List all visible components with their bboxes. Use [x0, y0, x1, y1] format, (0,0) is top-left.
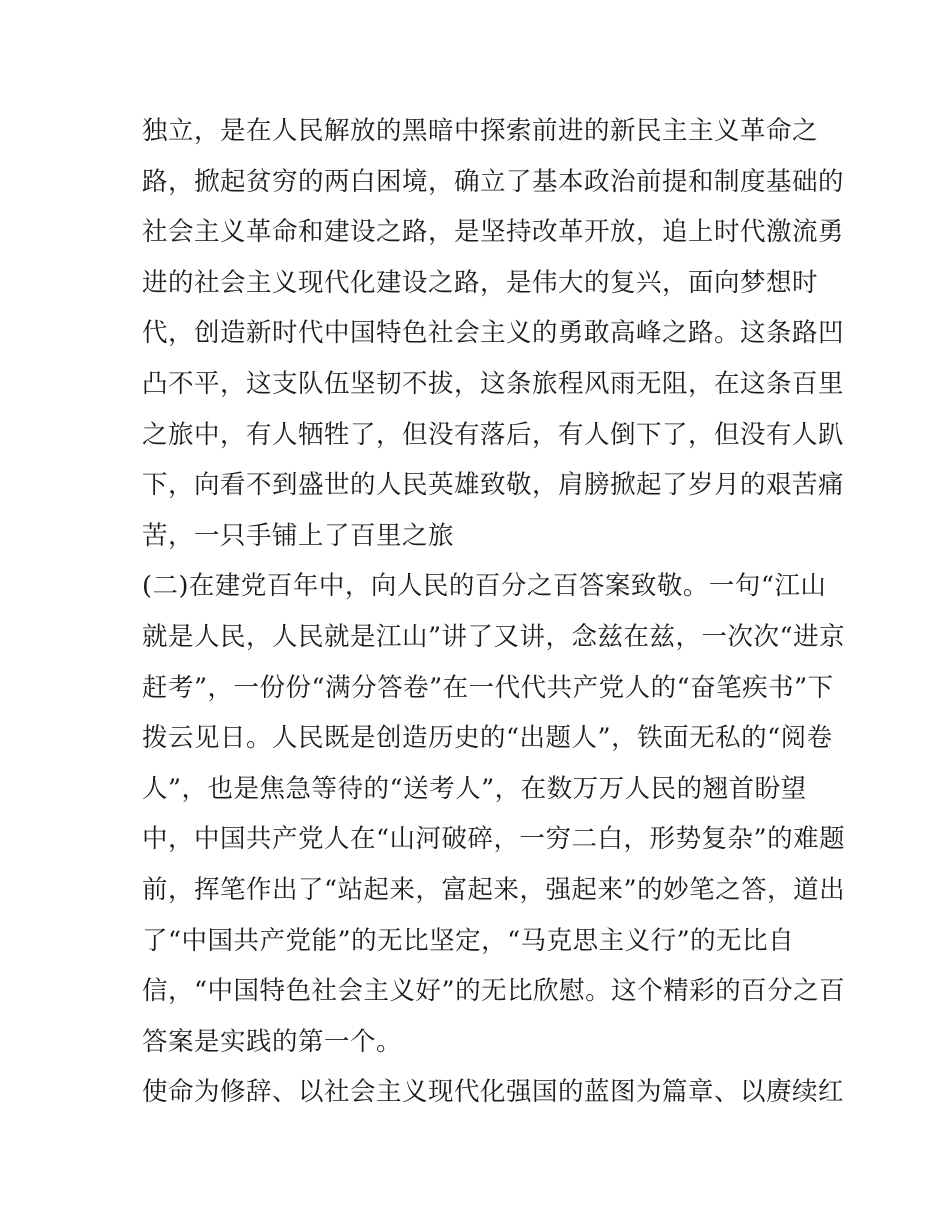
text-line: 独立，是在人民解放的黑暗中探索前进的新民主主义革命之 — [142, 116, 819, 146]
text-line: 路，掀起贫穷的两白困境，确立了基本政治前提和制度基础的 — [142, 166, 845, 197]
text-line: 中，中国共产党人在“山河破碎，一穷二白，形势复杂”的难题 — [142, 824, 846, 855]
text-line: 苦，一只手铺上了百里之旅 — [142, 520, 455, 551]
text-line: 拨云见日。人民既是创造历史的“出题人”，铁面无私的“阅卷 — [142, 723, 833, 754]
text-line: 了“中国共产党能”的无比坚定，“马克思主义行”的无比自 — [142, 925, 795, 956]
text-line: 赶考”，一份份“满分答卷”在一代代共产党人的“奋笔疾书”下 — [142, 672, 834, 703]
text-line: 就是人民，人民就是江山”讲了又讲，念兹在兹，一次次“进京 — [142, 621, 846, 652]
body-text — [142, 106, 846, 1118]
text-line: 之旅中，有人牺牲了，但没有落后，有人倒下了，但没有人趴 — [142, 419, 845, 450]
text-line: 使命为修辞、以社会主义现代化强国的蓝图为篇章、以赓续红 — [142, 1077, 845, 1108]
text-line: 凸不平，这支队伍坚韧不拔，这条旅程风雨无阻，在这条百里 — [142, 368, 845, 399]
text-line: 进的社会主义现代化建设之路，是伟大的复兴，面向梦想时 — [142, 267, 819, 298]
text-line: 下，向看不到盛世的人民英雄致敬，肩膀掀起了岁月的艰苦痛 — [142, 470, 845, 501]
text-line: 答案是实践的第一个。 — [142, 1026, 403, 1057]
text-line: 人”，也是焦急等待的“送考人”，在数万万人民的翘首盼望 — [142, 773, 807, 804]
text-line: (二)在建党百年中，向人民的百分之百答案致敬。一句“江山 — [142, 571, 827, 602]
text-line: 信，“中国特色社会主义好”的无比欣慰。这个精彩的百分之百 — [142, 976, 846, 1007]
text-line: 前，挥笔作出了“站起来，富起来，强起来”的妙笔之答，道出 — [142, 874, 846, 905]
text-line: 代，创造新时代中国特色社会主义的勇敢高峰之路。这条路凹 — [142, 318, 845, 349]
text-line: 社会主义革命和建设之路，是坚持改革开放，追上时代激流勇 — [142, 217, 845, 248]
